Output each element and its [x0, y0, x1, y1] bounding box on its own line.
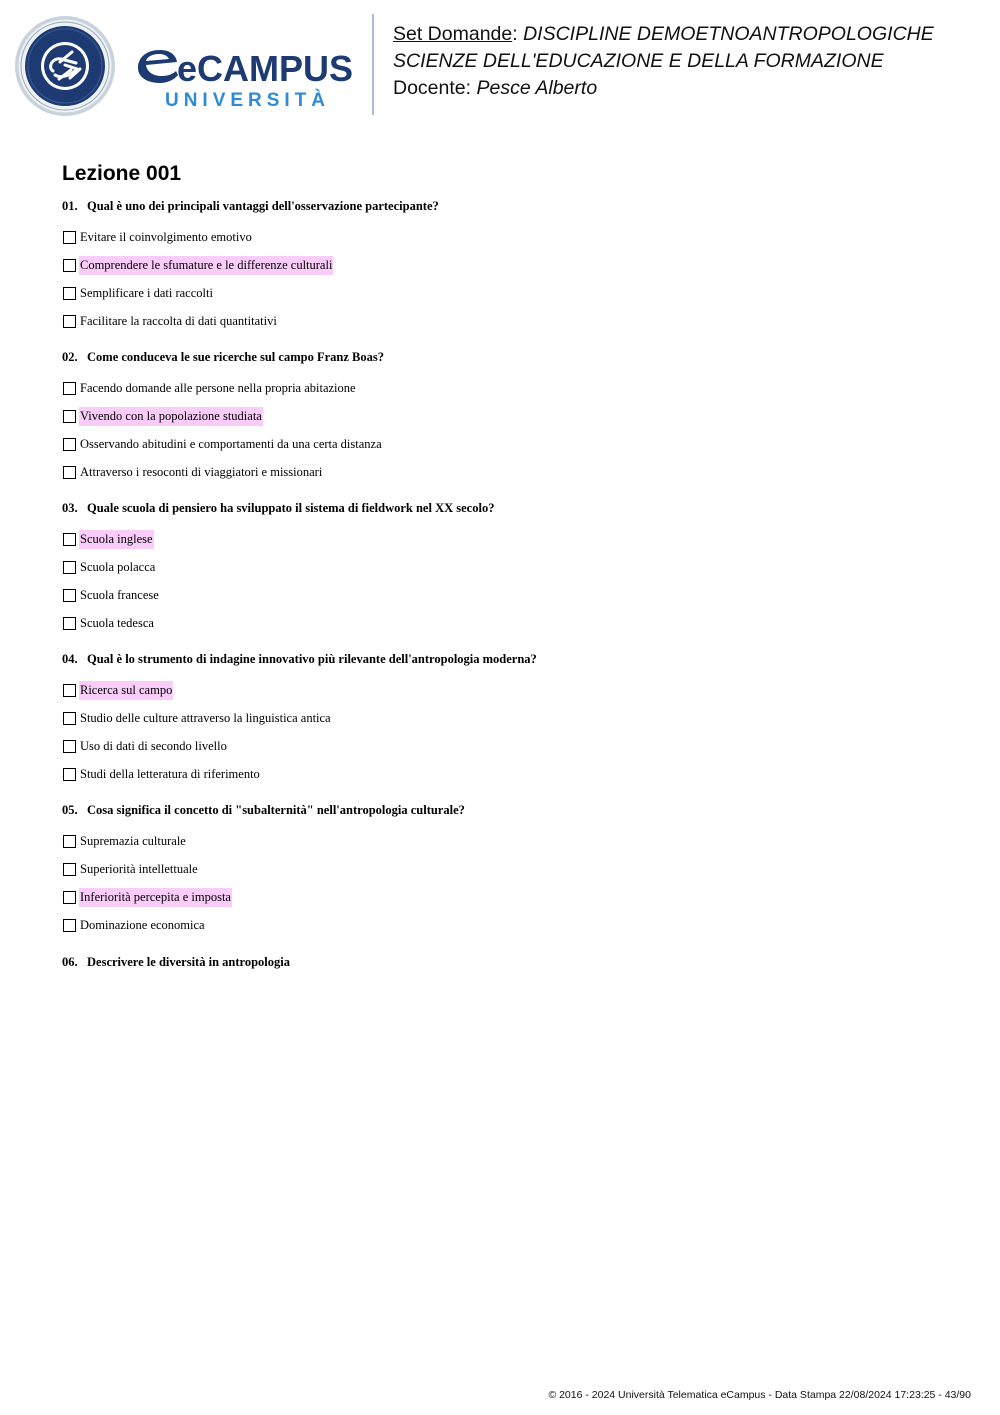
logo-sub-text: UNIVERSITÀ	[165, 90, 325, 111]
answer-text: Osservando abitudini e comportamenti da una certa distanza	[80, 436, 382, 451]
question-heading	[62, 348, 962, 366]
question-text: Qual è lo strumento di indagine innovativo più rilevante dell'antropologia moderna?	[87, 652, 537, 666]
answer-checkbox[interactable]	[63, 835, 76, 848]
answer-text-highlighted: Vivendo con la popolazione studiata	[79, 407, 263, 426]
answer-option[interactable]	[62, 676, 962, 704]
ecampus-wordmark-logo	[134, 42, 356, 112]
question-text: Quale scuola di pensiero ha sviluppato il sistema di fieldwork nel XX secolo?	[87, 501, 495, 515]
answer-option[interactable]	[62, 251, 962, 279]
docente-line	[393, 75, 934, 102]
question-number: 01.	[62, 199, 78, 213]
question-heading	[62, 801, 962, 819]
answer-checkbox[interactable]	[63, 533, 76, 546]
answer-checkbox[interactable]	[63, 231, 76, 244]
answer-option[interactable]	[62, 279, 962, 307]
question-block	[62, 650, 962, 788]
answer-text: Studio delle culture attraverso la linguistica antica	[80, 710, 331, 725]
logo-brand-text: eCAMPUS	[177, 48, 353, 89]
answer-text: Facendo domande alle persone nella propria abitazione	[80, 380, 356, 395]
answer-checkbox[interactable]	[63, 891, 76, 904]
question-text: Cosa significa il concetto di "subalternità" nell'antropologia culturale?	[87, 803, 465, 817]
answer-option[interactable]	[62, 760, 962, 788]
answer-option[interactable]	[62, 525, 962, 553]
question-number: 06.	[62, 955, 78, 969]
answer-option[interactable]	[62, 609, 962, 637]
answer-checkbox[interactable]	[63, 561, 76, 574]
answer-text: Facilitare la raccolta di dati quantitativi	[80, 313, 277, 328]
page-header	[0, 0, 1000, 130]
answer-option[interactable]	[62, 883, 962, 911]
question-heading	[62, 953, 962, 971]
question-heading	[62, 650, 962, 668]
question-block	[62, 801, 962, 939]
answer-text: Studi della letteratura di riferimento	[80, 766, 260, 781]
question-block	[62, 197, 962, 335]
answer-option[interactable]	[62, 374, 962, 402]
header-divider	[372, 14, 374, 115]
answer-checkbox[interactable]	[63, 617, 76, 630]
answer-option[interactable]	[62, 732, 962, 760]
answer-checkbox[interactable]	[63, 410, 76, 423]
answer-checkbox[interactable]	[63, 382, 76, 395]
answer-option[interactable]	[62, 307, 962, 335]
answer-checkbox[interactable]	[63, 919, 76, 932]
answer-text-highlighted: Comprendere le sfumature e le differenze culturali	[79, 256, 333, 275]
answer-text-highlighted: Scuola inglese	[79, 530, 154, 549]
question-block	[62, 348, 962, 486]
answer-checkbox[interactable]	[63, 589, 76, 602]
ecampus-seal-logo	[14, 15, 116, 117]
answer-option[interactable]	[62, 402, 962, 430]
answer-text: Evitare il coinvolgimento emotivo	[80, 229, 252, 244]
answer-text-highlighted: Inferiorità percepita e imposta	[79, 888, 232, 907]
docente-name: Pesce Alberto	[476, 77, 598, 99]
question-number: 05.	[62, 803, 78, 817]
set-separator: :	[512, 23, 518, 45]
course-line-2	[393, 48, 934, 75]
course-name-line2: SCIENZE DELL'EDUCAZIONE E DELLA FORMAZIONE	[393, 50, 884, 72]
lesson-title: Lezione 001	[62, 162, 182, 185]
answer-option[interactable]	[62, 458, 962, 486]
answer-checkbox[interactable]	[63, 315, 76, 328]
question-number: 04.	[62, 652, 78, 666]
answer-text: Scuola tedesca	[80, 615, 154, 630]
answer-checkbox[interactable]	[63, 684, 76, 697]
answer-checkbox[interactable]	[63, 740, 76, 753]
answer-text: Dominazione economica	[80, 917, 205, 932]
answer-checkbox[interactable]	[63, 466, 76, 479]
answer-text-highlighted: Ricerca sul campo	[79, 681, 173, 700]
question-text: Descrivere le diversità in antropologia	[87, 955, 290, 969]
course-info	[393, 21, 934, 102]
answer-option[interactable]	[62, 223, 962, 251]
answer-option[interactable]	[62, 704, 962, 732]
question-number: 02.	[62, 350, 78, 364]
question-block	[62, 953, 962, 971]
answer-checkbox[interactable]	[63, 768, 76, 781]
answer-checkbox[interactable]	[63, 287, 76, 300]
answer-text: Uso di dati di secondo livello	[80, 738, 227, 753]
answer-option[interactable]	[62, 827, 962, 855]
course-line-1	[393, 21, 934, 48]
answer-option[interactable]	[62, 581, 962, 609]
answer-text: Supremazia culturale	[80, 833, 186, 848]
page-footer: © 2016 - 2024 Università Telematica eCampus - Data Stampa 22/08/2024 17:23:25 - 43/90	[548, 1389, 971, 1401]
answer-text: Scuola polacca	[80, 559, 156, 574]
answer-text: Superiorità intellettuale	[80, 861, 198, 876]
docente-label: Docente:	[393, 77, 472, 99]
answer-option[interactable]	[62, 553, 962, 581]
question-text: Qual è uno dei principali vantaggi dell'osservazione partecipante?	[87, 199, 439, 213]
set-domande-label: Set Domande	[393, 23, 513, 45]
answer-checkbox[interactable]	[63, 259, 76, 272]
answer-option[interactable]	[62, 430, 962, 458]
answer-text: Attraverso i resoconti di viaggiatori e missionari	[80, 464, 323, 479]
answer-checkbox[interactable]	[63, 863, 76, 876]
question-number: 03.	[62, 501, 78, 515]
question-heading	[62, 197, 962, 215]
answer-checkbox[interactable]	[63, 438, 76, 451]
question-text: Come conduceva le sue ricerche sul campo Franz Boas?	[87, 350, 384, 364]
question-block	[62, 499, 962, 637]
answer-text: Semplificare i dati raccolti	[80, 285, 213, 300]
question-heading	[62, 499, 962, 517]
answer-checkbox[interactable]	[63, 712, 76, 725]
answer-text: Scuola francese	[80, 587, 159, 602]
course-name-line1: DISCIPLINE DEMOETNOANTROPOLOGICHE	[523, 23, 934, 45]
answer-option[interactable]	[62, 911, 962, 939]
answer-option[interactable]	[62, 855, 962, 883]
